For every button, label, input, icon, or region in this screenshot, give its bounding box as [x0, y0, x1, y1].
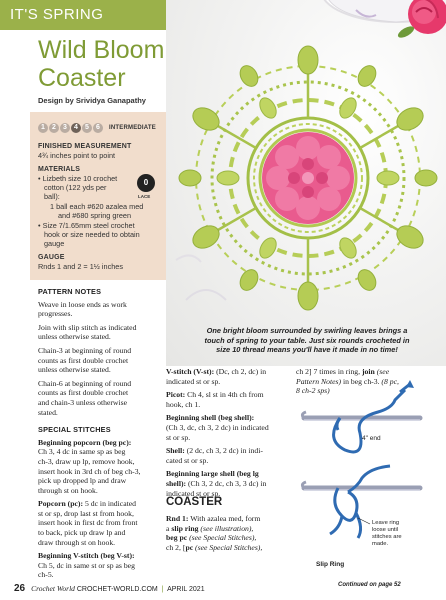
- stitch-line: cated st or sp.: [166, 455, 209, 465]
- caption-line: touch of spring to your table. Just six rounds crocheted in: [204, 335, 410, 345]
- stitch-line: draw through st on hook.: [38, 537, 116, 547]
- stitch-line: hook, ch 1.: [166, 399, 201, 409]
- title-line-1: Wild Bloom: [38, 36, 165, 64]
- skill-level: [38, 123, 156, 133]
- round-1-instructions: [166, 514, 291, 552]
- pattern-notes-heading: PATTERN NOTES: [38, 287, 102, 296]
- stitch-text: (Ch 3, 2 dc, ch 3, 3 dc) in: [186, 478, 267, 488]
- instruction-line: [166, 533, 291, 543]
- section-label: IT'S SPRING: [10, 6, 104, 23]
- title-line-2: Coaster: [38, 64, 126, 92]
- note-line: stated.: [38, 407, 58, 417]
- stitch-beg-vstitch: [38, 551, 160, 580]
- footer-divider: |: [161, 586, 164, 593]
- stitch-line: [166, 390, 291, 400]
- material-line: cotton (122 yds per: [44, 183, 107, 192]
- section-banner: [0, 0, 166, 30]
- stitch-line: Ch 3, 4 dc in same sp as beg: [38, 447, 126, 457]
- continued-note: Continued on page 52: [338, 582, 401, 588]
- stitch-text: (2 dc, ch 3, 2 dc) in indi-: [184, 446, 263, 456]
- page-footer: [14, 583, 205, 594]
- material-line: gauge: [44, 239, 65, 248]
- stitch-beg-popcorn: [38, 438, 160, 496]
- note-line: Join with slip stitch as indicated: [38, 322, 137, 332]
- photo-caption: [176, 326, 438, 355]
- skill-dot-1: 1: [38, 123, 48, 133]
- instruction-text: a: [166, 523, 172, 533]
- skill-dot-4: 4: [71, 123, 81, 133]
- instruction-text: in beg ch-3.: [341, 376, 382, 386]
- leave-ring-label-3: stitches are: [372, 534, 402, 540]
- page-number: 26: [14, 583, 26, 594]
- instruction-text: With azalea med, form: [188, 514, 261, 523]
- instruction-ref: (8 pc,: [381, 376, 399, 386]
- note-line: Chain-3 at beginning of round: [38, 345, 132, 355]
- stitch-line: [166, 446, 291, 456]
- stitch-text: Ch 4, sl st in 4th ch from: [185, 390, 264, 400]
- slip-ring-diagram: [300, 378, 440, 574]
- magazine-name: Crochet World: [31, 584, 75, 593]
- finished-heading: FINISHED MEASUREMENT: [38, 143, 132, 150]
- stitch-picot: [166, 390, 291, 409]
- instruction-ref: 8 ch-2 sps): [296, 386, 330, 396]
- stitch-line: [38, 499, 160, 509]
- leave-ring-label-1: Leave ring: [372, 520, 400, 526]
- instruction-ref: (see: [374, 367, 390, 376]
- note-1: [38, 300, 160, 319]
- stitch-term: shell):: [166, 478, 187, 488]
- note-line: and chain-3 unless otherwise: [38, 397, 128, 407]
- stitch-term: Popcorn (pc):: [38, 499, 84, 509]
- slip-ring-illustration: [300, 378, 440, 574]
- stitch-line: indicated st or sp.: [166, 376, 221, 386]
- stitch-vstitch: [166, 367, 291, 386]
- instruction-line: [166, 514, 291, 524]
- note-2: [38, 323, 160, 342]
- stitch-line: [166, 479, 291, 489]
- stitch-term: Beginning V-stitch (beg V-st):: [38, 551, 135, 561]
- instruction-ref: (see Special Stitches),: [187, 533, 257, 543]
- instruction-term: slip ring: [171, 523, 199, 533]
- instruction-text: ch 2, [: [166, 542, 186, 552]
- stitch-line: pick up dropped lp and draw: [38, 476, 127, 486]
- instruction-term: pc: [185, 542, 194, 552]
- stitch-line: to back, pick up draw lp and: [38, 528, 126, 538]
- stitch-popcorn: [38, 499, 160, 547]
- pattern-notes: [38, 287, 160, 580]
- yarn-weight-icon: 0: [137, 174, 155, 192]
- stitch-term: Beginning popcorn (beg pc):: [38, 437, 132, 447]
- stitch-line: (Ch 3, dc, ch 3, 2 dc) in indicated: [166, 422, 269, 432]
- note-line: unless otherwise stated.: [38, 332, 111, 342]
- stitch-line: [166, 367, 291, 377]
- leave-ring-label-2: loose until: [372, 527, 399, 533]
- website: CROCHET-WORLD.COM: [76, 586, 158, 593]
- coaster-illustration: [166, 0, 446, 366]
- instruction-line: [166, 543, 291, 553]
- stitch-text: 5 dc in indicated: [83, 499, 137, 509]
- note-3: [38, 346, 160, 375]
- instruction-ref: Pattern Notes): [296, 376, 342, 386]
- note-line: counts as first double crochet: [38, 355, 129, 365]
- material-line: hook or size needed to obtain: [44, 230, 140, 239]
- note-4: [38, 379, 160, 417]
- stitch-line: st or sp, drop last st from hook,: [38, 508, 134, 518]
- special-stitches-continued: [166, 367, 291, 498]
- diagram-caption: Slip Ring: [316, 561, 345, 568]
- info-box: [30, 112, 166, 280]
- special-stitches-heading: SPECIAL STITCHES: [38, 425, 111, 435]
- note-line: progresses.: [38, 309, 73, 319]
- skill-label: INTERMEDIATE: [109, 125, 156, 131]
- instruction-text: ch 2] 7 times in ring,: [296, 367, 362, 376]
- note-line: unless otherwise stated.: [38, 365, 111, 375]
- instruction-ref: (see Special Stitches),: [193, 542, 263, 552]
- end-label: 4" end: [362, 435, 381, 442]
- stitch-line: through st on hook.: [38, 485, 98, 495]
- skill-dot-5: 5: [82, 123, 92, 133]
- note-line: Chain-6 at beginning of round: [38, 378, 132, 388]
- instruction-ref: (see illustration),: [198, 523, 254, 533]
- stitch-text: (Dc, ch 2, dc) in: [214, 367, 267, 376]
- gauge-value: Rnds 1 and 2 = 1½ inches: [38, 262, 123, 271]
- material-line: 1 ball each #620 azalea med: [50, 202, 144, 211]
- instruction-term: join: [361, 367, 375, 376]
- material-line: ball):: [44, 192, 60, 201]
- skill-dot-3: 3: [60, 123, 70, 133]
- stitch-line: st or sp.: [166, 432, 191, 442]
- page-title: [38, 36, 164, 92]
- byline: Design by Srividya Ganapathy: [38, 96, 146, 105]
- coaster-heading: COASTER: [166, 496, 223, 508]
- stitch-beg-large-shell: [166, 469, 291, 498]
- note-line: Weave in loose ends as work: [38, 299, 127, 309]
- stitch-term: Shell:: [166, 446, 185, 456]
- stitch-term: V-stitch (V-st):: [166, 367, 215, 376]
- stitch-term: Picot:: [166, 390, 186, 400]
- material-line: and #680 spring green: [58, 211, 132, 220]
- materials-heading: MATERIALS: [38, 166, 81, 173]
- leave-ring-label-4: made.: [372, 541, 389, 547]
- stitch-line: indicated st or sp.: [166, 488, 221, 498]
- stitch-line: insert hook in 3rd ch of beg ch-3,: [38, 466, 141, 476]
- gauge-heading: GAUGE: [38, 254, 65, 261]
- stitch-line: ch-3, draw up lp, remove hook,: [38, 456, 135, 466]
- note-line: counts as first double crochet: [38, 388, 129, 398]
- stitch-term: Beginning large shell (beg lg: [166, 469, 259, 479]
- stitch-term: Beginning shell (beg shell):: [166, 413, 255, 423]
- stitch-beg-shell: [166, 413, 291, 442]
- round-label: Rnd 1:: [166, 514, 189, 523]
- stitch-shell: [166, 446, 291, 465]
- instruction-line: [166, 524, 291, 534]
- material-line: • Size 7/1.65mm steel crochet: [38, 221, 135, 230]
- material-line: • Lizbeth size 10 crochet: [38, 174, 118, 183]
- stitch-line: ch-5.: [38, 570, 54, 580]
- stitch-line: Ch 5, dc in same st or sp as beg: [38, 560, 135, 570]
- yarn-weight-label: LACE: [138, 194, 151, 199]
- instruction-line: [296, 367, 436, 377]
- skill-dot-6: 6: [93, 123, 103, 133]
- caption-line: One bright bloom surrounded by swirling leaves brings a: [206, 326, 408, 335]
- instruction-term: beg pc: [166, 533, 188, 543]
- skill-dot-2: 2: [49, 123, 59, 133]
- stitch-line: insert hook in first dc from front: [38, 518, 138, 528]
- coaster-photo: [166, 0, 446, 366]
- finished-value: 4¾ inches point to point: [38, 151, 116, 160]
- caption-line: size 10 thread means you'll have it made in no time!: [216, 345, 398, 354]
- issue-date: APRIL 2021: [167, 586, 205, 593]
